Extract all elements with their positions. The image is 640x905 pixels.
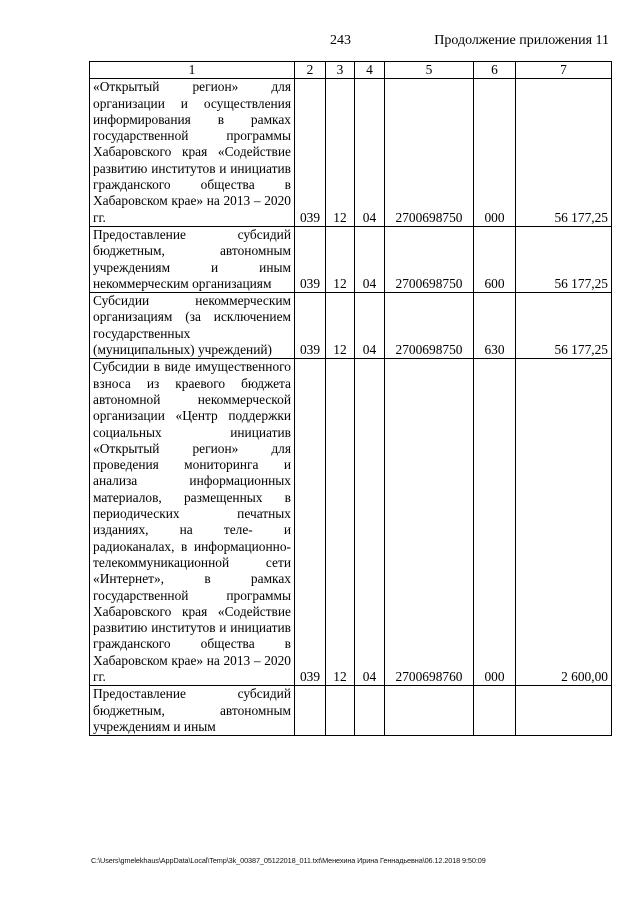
budget-table [89, 61, 612, 736]
table-row [90, 226, 612, 292]
table-row [90, 686, 612, 736]
col-header-6: 6 [474, 62, 516, 79]
subsection-cell [355, 686, 385, 736]
row-name-cell: Предоставление субсидий бюджетным, автономным учреждениям и иным [90, 686, 295, 736]
ministry-code-cell: 039 [295, 79, 326, 227]
section-cell: 12 [326, 226, 355, 292]
amount-cell: 56 177,25 [516, 293, 612, 359]
subsection-cell: 04 [355, 293, 385, 359]
page-number: 243 [330, 33, 351, 48]
expense-type-cell [474, 686, 516, 736]
amount-cell: 56 177,25 [516, 79, 612, 227]
amount-cell: 2 600,00 [516, 359, 612, 686]
ministry-code-cell: 039 [295, 359, 326, 686]
table-row [90, 293, 612, 359]
row-name-cell: Субсидии в виде имущественного взноса из краевого бюджета автономной некоммерческой организации «Центр поддержки социальных инициатив «Открытый регион» для проведения мониторинга и анализа информационных материалов, размещенных в периодических печатных изданиях, на теле- и радиоканалах, в информационно-телекоммуникационной сети «Интернет», в рамках государственной программы Хабаровского края «Содействие развитию институтов и инициатив гражданского общества в Хабаровском крае» на 2013 – 2020 гг. [90, 359, 295, 686]
subsection-cell: 04 [355, 79, 385, 227]
expense-type-cell: 630 [474, 293, 516, 359]
col-header-1: 1 [90, 62, 295, 79]
row-name-cell: «Открытый регион» для организации и осуществления информирования в рамках государственной программы Хабаровского края «Содействие развитию институтов и инициатив гражданского общества в Хабаровском крае» на 2013 – 2020 гг. [90, 79, 295, 227]
col-header-4: 4 [355, 62, 385, 79]
target-article-cell: 2700698760 [385, 359, 474, 686]
row-name-cell: Предоставление субсидий бюджетным, автономным учреждениям и иным некоммерческим организациям [90, 226, 295, 292]
continuation-label: Продолжение приложения 11 [434, 33, 609, 48]
subsection-cell: 04 [355, 226, 385, 292]
header-row [90, 62, 612, 79]
target-article-cell: 2700698750 [385, 226, 474, 292]
table-row [90, 79, 612, 227]
expense-type-cell: 000 [474, 79, 516, 227]
col-header-2: 2 [295, 62, 326, 79]
amount-cell [516, 686, 612, 736]
row-name-cell: Субсидии некоммерческим организациям (за исключением государственных (муниципальных) учреждений) [90, 293, 295, 359]
amount-cell: 56 177,25 [516, 226, 612, 292]
ministry-code-cell [295, 686, 326, 736]
target-article-cell [385, 686, 474, 736]
section-cell [326, 686, 355, 736]
expense-type-cell: 000 [474, 359, 516, 686]
table-row [90, 359, 612, 686]
section-cell: 12 [326, 293, 355, 359]
section-cell: 12 [326, 359, 355, 686]
col-header-7: 7 [516, 62, 612, 79]
file-path-footer: C:\Users\gmelekhaus\AppData\Local\Temp\3k_00387_05122018_011.txt\Менехина Ирина Геннадьевна\06.12.2018 9:50:09 [91, 856, 486, 865]
section-cell: 12 [326, 79, 355, 227]
target-article-cell: 2700698750 [385, 293, 474, 359]
target-article-cell: 2700698750 [385, 79, 474, 227]
col-header-3: 3 [326, 62, 355, 79]
ministry-code-cell: 039 [295, 293, 326, 359]
ministry-code-cell: 039 [295, 226, 326, 292]
expense-type-cell: 600 [474, 226, 516, 292]
subsection-cell: 04 [355, 359, 385, 686]
col-header-5: 5 [385, 62, 474, 79]
